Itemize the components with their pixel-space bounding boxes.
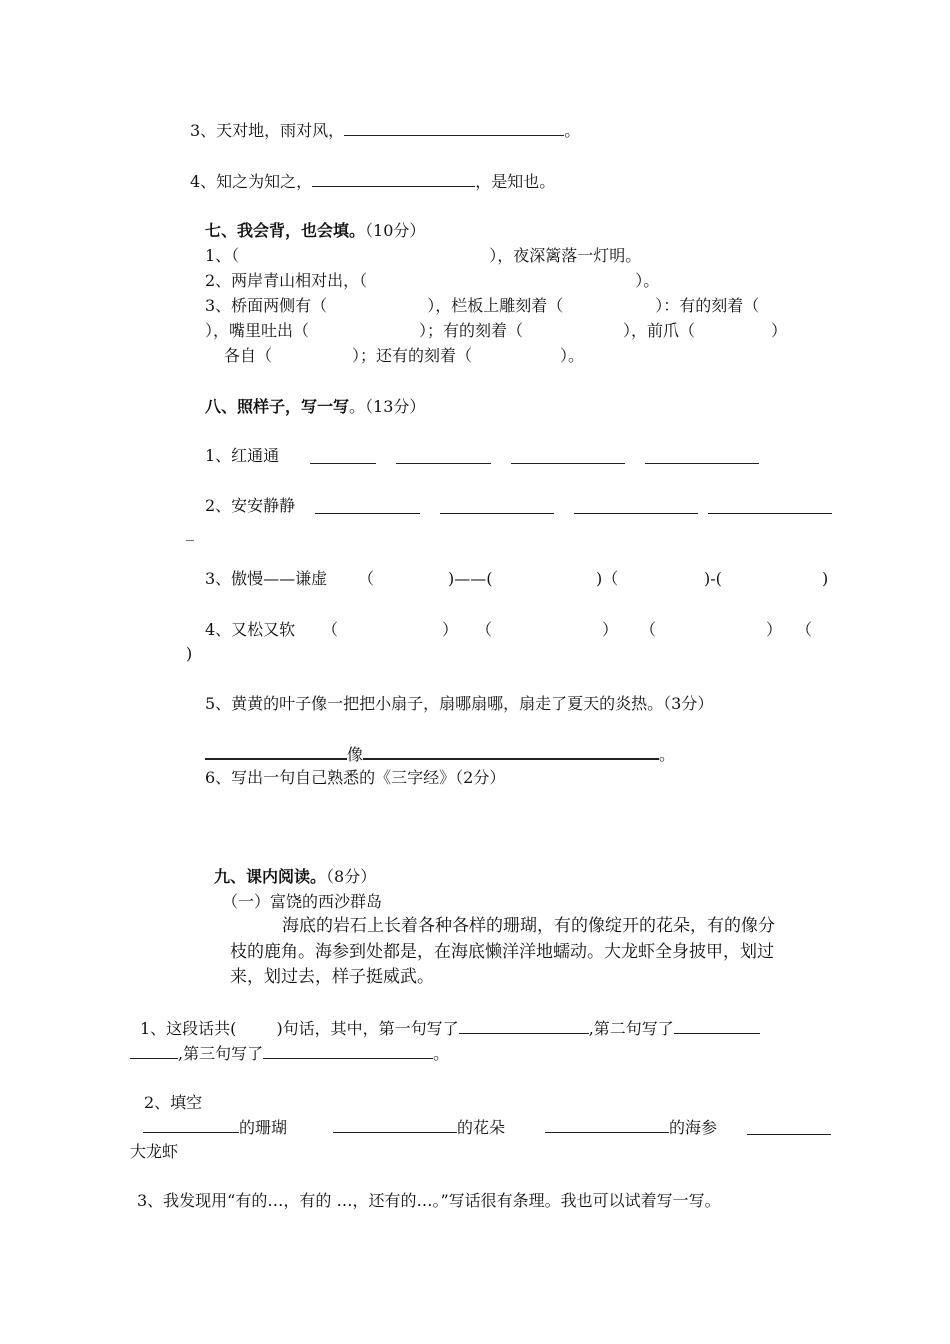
blank[interactable] — [674, 1018, 760, 1034]
q-text: 4、又松又软 — [205, 620, 296, 639]
s9-passage-2: 枝的鹿角。海参到处都是，在海底懒洋洋地蠕动。大龙虾全身披甲，划过 — [230, 942, 774, 962]
q-text: )句话，其中，第一句写了 — [276, 1019, 459, 1038]
s6-q3-text: 3、天对地，雨对风， — [190, 121, 345, 140]
blank[interactable] — [333, 1117, 457, 1133]
s9-q1-line2 — [130, 1043, 449, 1064]
s9-q2-blanks — [143, 1117, 287, 1138]
blank[interactable] — [205, 743, 347, 760]
blank[interactable] — [130, 1043, 178, 1059]
s8-q4-p1: （ — [322, 620, 339, 639]
s8-q3-p5: ) — [822, 569, 829, 588]
s6-q4-text: 4、知之为知之， — [190, 172, 313, 191]
q-text: 3、桥面两侧有（ — [205, 296, 328, 315]
q-text: 。 — [433, 1044, 450, 1063]
s7-q3-line2 — [205, 321, 787, 341]
s8-q4-p8: ) — [186, 644, 193, 663]
q-text: ），栏板上雕刻着（ — [427, 296, 564, 315]
s8-q5: 5、黄黄的叶子像一把把小扇子，扇哪扇哪，扇走了夏天的炎热。（3分） — [205, 694, 714, 713]
s7-q1 — [205, 246, 641, 266]
s9-heading — [214, 867, 376, 887]
s8-q4-p7: （ — [796, 620, 813, 639]
blank[interactable] — [315, 498, 420, 514]
s6-q3-end: 。 — [564, 121, 581, 140]
q-text: 1、（ — [205, 246, 240, 265]
blank[interactable] — [574, 498, 698, 514]
blank[interactable] — [459, 1018, 589, 1034]
q-text: ,第三句写了 — [178, 1044, 264, 1063]
q-text: ），夜深篱落一灯明。 — [489, 246, 642, 265]
s9-subtitle: （一）富饶的西沙群岛 — [222, 892, 383, 911]
q-text: ）。 — [560, 346, 585, 365]
s8-q4-p3: （ — [476, 620, 493, 639]
s9-q2-d: 大龙虾 — [130, 1142, 179, 1161]
blank[interactable] — [344, 120, 564, 136]
s7-q3-line1 — [205, 296, 759, 316]
blank[interactable] — [263, 1043, 433, 1059]
s6-q4-end: ，是知也。 — [475, 172, 556, 191]
q-text: ）；有的刻着（ — [419, 321, 524, 340]
s9-q2-c — [545, 1117, 717, 1138]
section-score: （10分） — [365, 221, 426, 240]
q-text: ） — [771, 321, 788, 340]
q-text: 各自（ — [224, 346, 273, 365]
blank[interactable] — [645, 448, 759, 464]
q-text: 1、红通通 — [205, 446, 280, 465]
s7-q3-line3 — [224, 346, 584, 366]
s8-q4-p4: ） — [602, 620, 619, 639]
q-text: ）：有的刻着（ — [655, 296, 760, 315]
section-score: 。（13分） — [349, 397, 426, 416]
s7-heading — [205, 221, 425, 241]
q-text: ,第二句写了 — [588, 1019, 674, 1038]
section-title: 九、课内阅读。 — [214, 867, 327, 886]
blank[interactable] — [312, 171, 475, 187]
q-text: 像 — [347, 745, 364, 764]
s8-q3-p3: )（ — [596, 569, 619, 588]
q-text: 。 — [659, 745, 676, 764]
s9-q1-line1 — [140, 1018, 760, 1039]
q-text: 的花朵 — [457, 1118, 506, 1137]
s9-q3: 3、我发现用“有的…，有的 …，还有的…。”写话很有条理。我也可以试着写一写。 — [137, 1191, 721, 1210]
blank[interactable] — [396, 448, 491, 464]
s8-q2-tail: _ — [186, 522, 194, 541]
blank[interactable] — [310, 448, 376, 464]
q-text: 的珊瑚 — [239, 1118, 288, 1137]
q-text: ），前爪（ — [623, 321, 696, 340]
s6-q4 — [190, 171, 555, 192]
blank[interactable] — [747, 1119, 831, 1135]
s8-q4 — [205, 620, 295, 640]
q-text: ）；还有的刻着（ — [352, 346, 473, 365]
q-text: 2、两岸青山相对出，（ — [205, 271, 368, 290]
blank[interactable] — [511, 448, 625, 464]
section-title: 八、照样子，写一写 — [205, 397, 350, 416]
s8-q5-answer — [205, 743, 675, 765]
q-text: ）。 — [635, 271, 660, 290]
blank[interactable] — [440, 498, 554, 514]
s8-q3 — [205, 569, 327, 589]
blank[interactable] — [708, 498, 832, 514]
s9-q2-b — [333, 1117, 505, 1138]
s9-passage-1: 海底的岩石上长着各种各样的珊瑚，有的像绽开的花朵，有的像分 — [282, 916, 775, 936]
s8-q1 — [205, 446, 279, 466]
s6-q3 — [190, 120, 580, 141]
s8-q2 — [205, 496, 295, 516]
s8-q3-p2: )——( — [448, 569, 493, 588]
s9-q2: 2、填空 — [144, 1093, 203, 1112]
s8-q4-p6: ） — [766, 620, 783, 639]
blank[interactable] — [363, 743, 659, 760]
s8-q3-p1: （ — [358, 569, 375, 588]
blank[interactable] — [545, 1117, 669, 1133]
q-text: 1、这段话共( — [140, 1019, 237, 1038]
section-score: （8分） — [326, 867, 377, 886]
s7-q2 — [205, 271, 659, 291]
s8-q4-p2: ） — [442, 620, 459, 639]
s8-heading — [205, 397, 425, 417]
q-text: 3、傲慢——谦虚 — [205, 569, 328, 588]
s8-q3-p4: )-( — [704, 569, 722, 588]
s8-q4-p5: （ — [640, 620, 657, 639]
q-text: 2、安安静静 — [205, 496, 296, 515]
s9-passage-3: 来，划过去，样子挺威武。 — [230, 967, 434, 987]
section-title: 七、我会背，也会填。 — [205, 221, 366, 240]
q-text: ），嘴里吐出（ — [205, 321, 310, 340]
blank[interactable] — [143, 1117, 239, 1133]
q-text: 的海参 — [669, 1118, 718, 1137]
s8-q6: 6、写出一句自己熟悉的《三字经》（2分） — [205, 768, 506, 787]
